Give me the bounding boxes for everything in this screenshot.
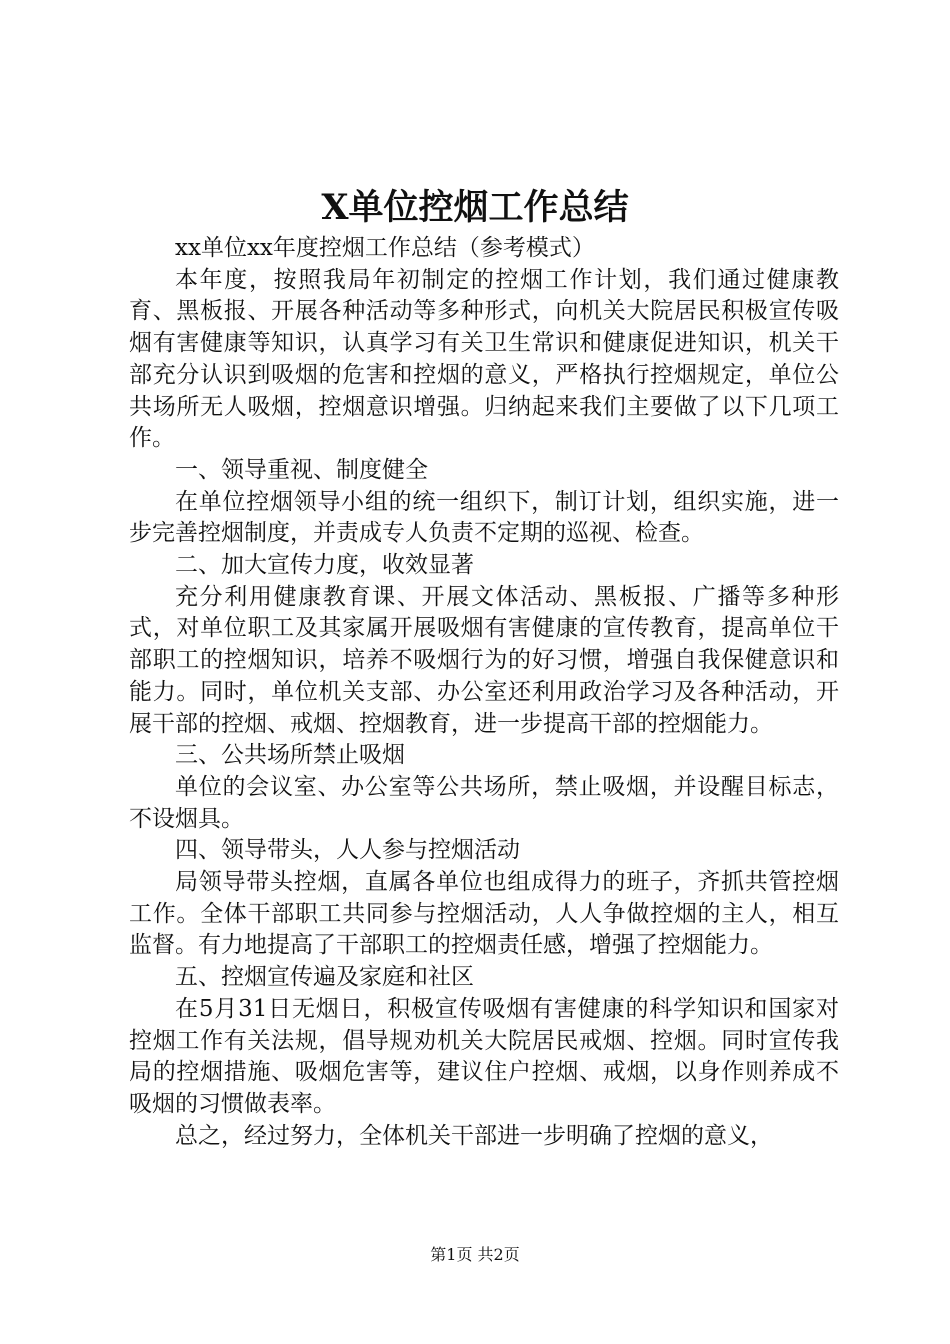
section-paragraph-1: 在单位控烟领导小组的统一组织下，制订计划，组织实施，进一步完善控烟制度，并责成专人负责不定期的巡视、检查。 — [129, 488, 839, 547]
section-heading-3: 三、公共场所禁止吸烟 — [175, 742, 405, 769]
document-body — [129, 233, 839, 1152]
section-heading-2: 二、加大宣传力度，收效显著 — [175, 552, 474, 579]
document-title: X单位控烟工作总结 — [321, 187, 629, 228]
section-paragraph-4: 局领导带头控烟，直属各单位也组成得力的班子，齐抓共管控烟工作。全体干部职工共同参与控烟活动，人人争做控烟的主人，相互监督。有力地提高了干部职工的控烟责任感，增强了控烟能力。 — [129, 869, 839, 959]
section-paragraph-2: 充分利用健康教育课、开展文体活动、黑板报、广播等多种形式，对单位职工及其家属开展吸烟有害健康的宣传教育，提高单位干部职工的控烟知识，培养不吸烟行为的好习惯，增强自我保健意识和能力。同时，单位机关支部、办公室还利用政治学习及各种活动，开展干部的控烟、戒烟、控烟教育，进一步提高干部的控烟能力。 — [129, 583, 839, 737]
section-paragraph-3: 单位的会议室、办公室等公共场所，禁止吸烟，并设醒目标志，不设烟具。 — [129, 773, 839, 832]
subtitle-paragraph: xx单位xx年度控烟工作总结（参考模式） — [175, 235, 595, 261]
intro-paragraph: 本年度，按照我局年初制定的控烟工作计划，我们通过健康教育、黑板报、开展各种活动等多种形式，向机关大院居民积极宣传吸烟有害健康等知识，认真学习有关卫生常识和健康促进知识，机关干部充分认识到吸烟的危害和控烟的意义，严格执行控烟规定，单位公共场所无人吸烟，控烟意识增强。归纳起来我们主要做了以下几项工作。 — [129, 266, 839, 452]
section-heading-5: 五、控烟宣传遍及家庭和社区 — [175, 964, 474, 991]
conclusion-paragraph: 总之，经过努力，全体机关干部进一步明确了控烟的意义， — [175, 1122, 773, 1149]
section-heading-4: 四、领导带头，人人参与控烟活动 — [175, 837, 520, 864]
section-heading-1: 一、领导重视、制度健全 — [175, 456, 428, 483]
section-paragraph-5: 在5月31日无烟日，积极宣传吸烟有害健康的科学知识和国家对控烟工作有关法规，倡导规劝机关大院居民戒烟、控烟。同时宣传我局的控烟措施、吸烟危害等，建议住户控烟、戒烟，以身作则养成不吸烟的习惯做表率。 — [129, 995, 839, 1117]
page-footer: 第1页 共2页 — [430, 1245, 520, 1264]
